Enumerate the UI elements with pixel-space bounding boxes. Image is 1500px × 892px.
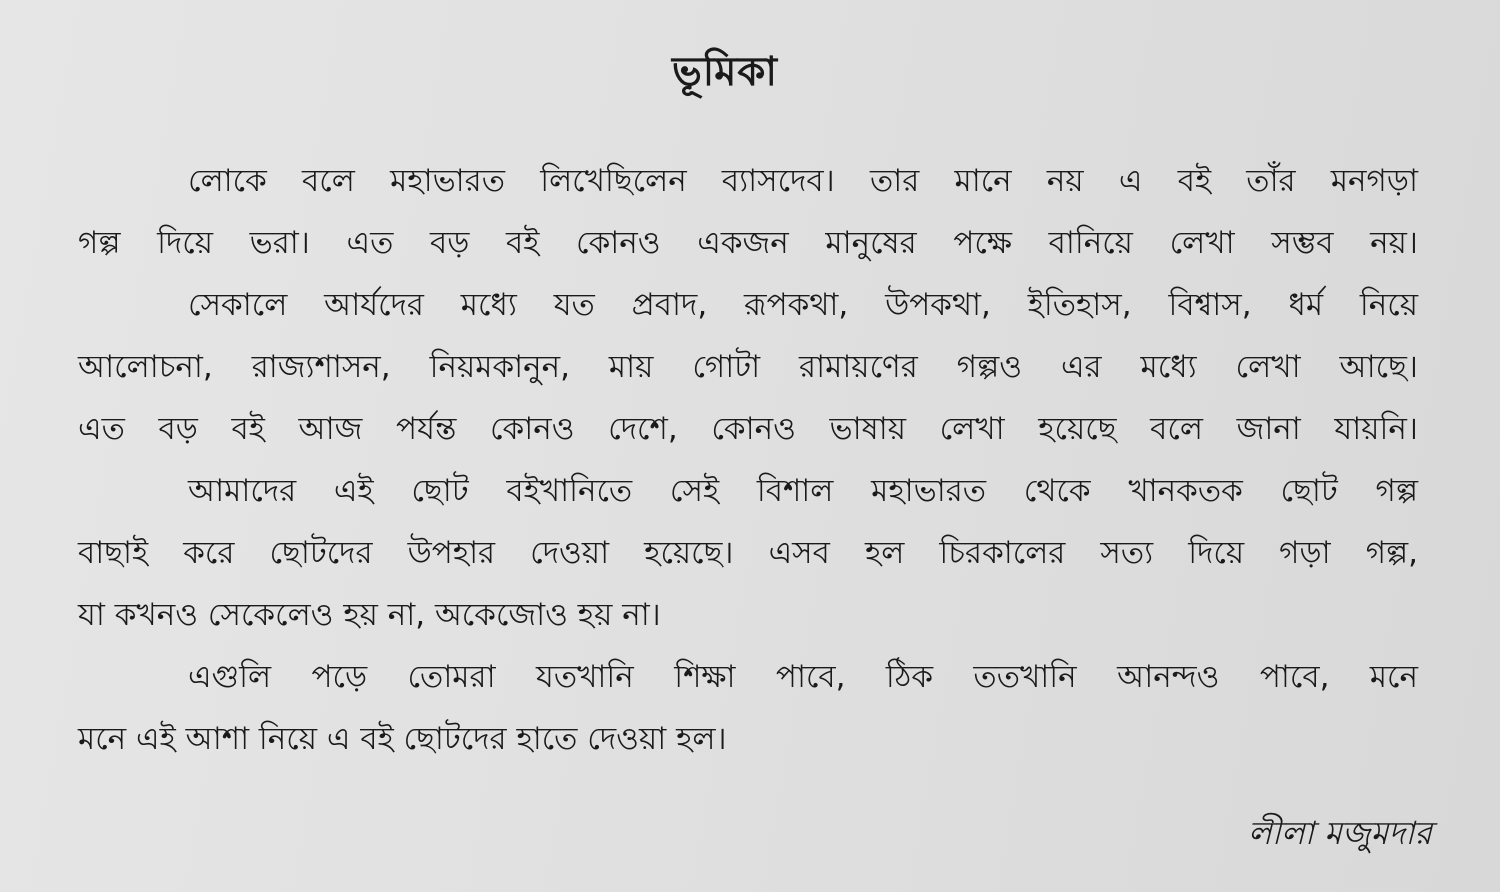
text-line: আমাদের এই ছোট বইখানিতে সেই বিশাল মহাভারত থেকে খানকতক ছোট গল্প — [188, 473, 1418, 509]
text-line: এত বড় বই আজ পর্যন্ত কোনও দেশে, কোনও ভাষায় লেখা হয়েছে বলে জানা যায়নি। — [78, 411, 1418, 447]
text-line: যা কখনও সেকেলেও হয় না, অকেজোও হয় না। — [78, 597, 661, 633]
text-line: মনে এই আশা নিয়ে এ বই ছোটদের হাতে দেওয়া হল। — [78, 721, 727, 757]
text-line: আলোচনা, রাজ্যশাসন, নিয়মকানুন, মায় গোটা রামায়ণের গল্পও এর মধ্যে লেখা আছে। — [78, 349, 1418, 385]
text-line: গল্প দিয়ে ভরা। এত বড় বই কোনও একজন মানুষের পক্ষে বানিয়ে লেখা সম্ভব নয়। — [78, 225, 1418, 261]
text-line: সেকালে আর্যদের মধ্যে যত প্রবাদ, রূপকথা, উপকথা, ইতিহাস, বিশ্বাস, ধর্ম নিয়ে — [188, 287, 1418, 323]
text-line: লোকে বলে মহাভারত লিখেছিলেন ব্যাসদেব। তার মানে নয় এ বই তাঁর মনগড়া — [188, 163, 1418, 199]
author-signature: লীলা মজুমদার — [1247, 814, 1432, 852]
preface-body — [78, 150, 1418, 770]
page-title: ভূমিকা — [671, 49, 779, 95]
text-line: এগুলি পড়ে তোমরা যতখানি শিক্ষা পাবে, ঠিক ততখানি আনন্দও পাবে, মনে — [188, 659, 1418, 695]
text-line: বাছাই করে ছোটদের উপহার দেওয়া হয়েছে। এসব হল চিরকালের সত্য দিয়ে গড়া গল্প, — [78, 535, 1418, 571]
